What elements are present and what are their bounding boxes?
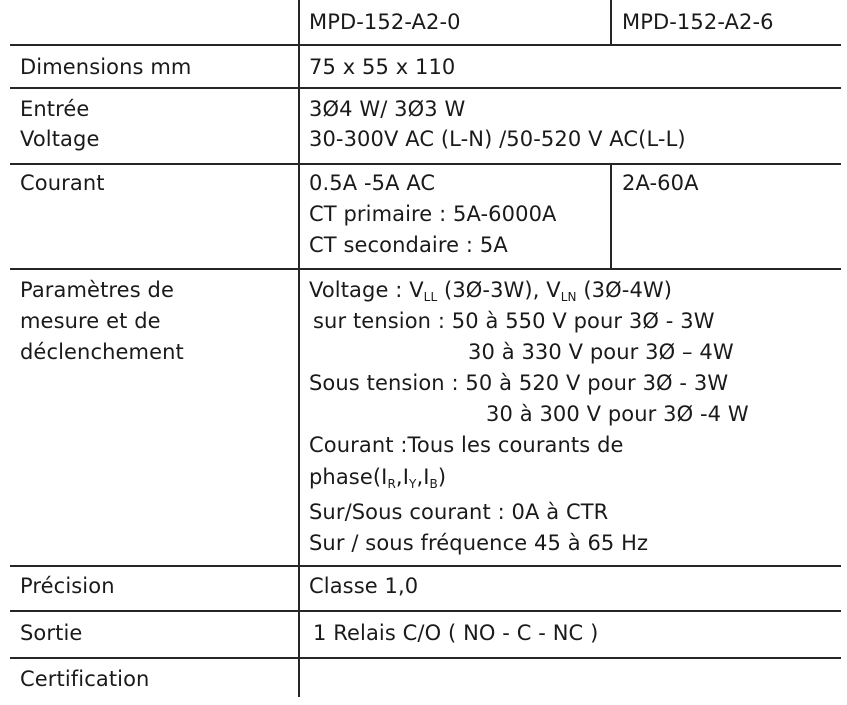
parameters-label-line3: déclenchement xyxy=(20,340,184,364)
output-label: Sortie xyxy=(20,621,83,645)
certification-label: Certification xyxy=(20,667,150,691)
over-under-frequency-line: Sur / sous fréquence 45 à 65 Hz xyxy=(309,531,649,555)
current-threshold-line: Courant :Tous les courants de xyxy=(309,433,624,457)
precision-value: Classe 1,0 xyxy=(309,574,419,598)
output-value: 1 Relais C/O ( NO - C - NC ) xyxy=(313,621,599,645)
precision-label: Précision xyxy=(20,574,115,598)
current-a-line3: CT secondaire : 5A xyxy=(309,233,508,257)
voltage-mid: (3Ø-3W), V xyxy=(437,278,561,302)
dimensions-value: 75 x 55 x 110 xyxy=(309,55,456,79)
under-voltage-line2: 30 à 300 V pour 3Ø -4 W xyxy=(486,402,749,426)
row-divider-header xyxy=(10,44,841,46)
row-divider-current xyxy=(10,268,841,270)
dimensions-label: Dimensions mm xyxy=(20,55,192,79)
current-label: Courant xyxy=(20,171,105,195)
parameters-label-line2: mesure et de xyxy=(20,309,161,333)
voltage-line xyxy=(309,275,672,305)
phase-suffix: ) xyxy=(437,465,447,489)
phase-line xyxy=(309,462,446,492)
header-model-a: MPD-152-A2-0 xyxy=(309,10,461,34)
voltage-prefix: Voltage : V xyxy=(309,278,424,302)
input-value-line2: 30-300V AC (L-N) /50-520 V AC(L-L) xyxy=(309,127,686,151)
parameters-label-line1: Paramètres de xyxy=(20,278,174,302)
voltage-sub-ln: LN xyxy=(560,290,577,304)
input-label-line2: Voltage xyxy=(20,127,100,151)
phase-prefix: phase(I xyxy=(309,465,388,489)
current-a-line1: 0.5A -5A AC xyxy=(309,171,436,195)
row-divider-parameters xyxy=(10,565,841,567)
input-value-line1: 3Ø4 W/ 3Ø3 W xyxy=(309,97,466,121)
row-divider-dimensions xyxy=(10,87,841,89)
under-voltage-line1: Sous tension : 50 à 520 V pour 3Ø - 3W xyxy=(309,371,729,395)
over-voltage-line2: 30 à 330 V pour 3Ø – 4W xyxy=(468,340,734,364)
row-divider-output xyxy=(10,657,841,659)
over-voltage-line1: sur tension : 50 à 550 V pour 3Ø - 3W xyxy=(313,309,715,333)
voltage-sub-ll: LL xyxy=(423,290,438,304)
input-label-line1: Entrée xyxy=(20,97,90,121)
phase-sub-y: Y xyxy=(409,477,417,491)
column-divider-current-models xyxy=(610,163,612,268)
row-divider-input xyxy=(10,163,841,165)
current-a-line2: CT primaire : 5A-6000A xyxy=(309,202,557,226)
phase-sub-b: B xyxy=(429,477,438,491)
phase-sep1: ,I xyxy=(395,465,409,489)
phase-sep2: ,I xyxy=(416,465,430,489)
header-model-b: MPD-152-A2-6 xyxy=(622,10,774,34)
row-divider-precision xyxy=(10,610,841,612)
column-divider-label xyxy=(298,0,300,697)
over-under-current-line: Sur/Sous courant : 0A à CTR xyxy=(309,500,609,524)
column-divider-header-models xyxy=(610,0,612,44)
current-b-value: 2A-60A xyxy=(622,171,699,195)
voltage-suffix: (3Ø-4W) xyxy=(576,278,673,302)
phase-sub-r: R xyxy=(387,477,396,491)
